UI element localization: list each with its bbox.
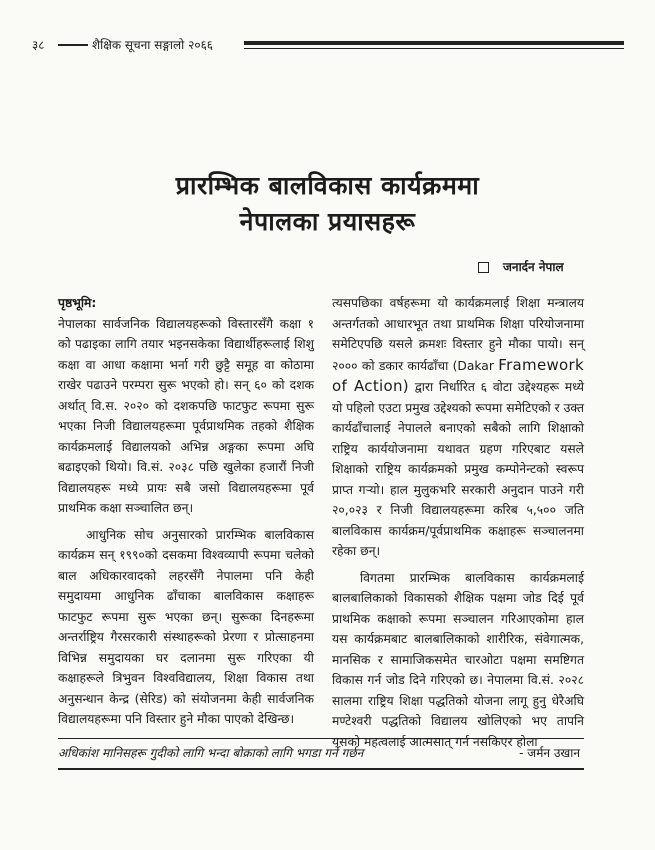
header-dash <box>58 44 88 46</box>
footer-proverb <box>58 738 584 778</box>
article-title-line-2: नेपालका प्रयासहरू <box>239 207 416 236</box>
right-paragraph-1a: त्यसपछिका वर्षहरूमा यो कार्यक्रमलाई शिक्षा मन्त्रालय अन्तर्गतको आधारभूत तथा प्राथमिक शिक्षा परियोजनामा समेटिएपछि यसले क्रमशः विस्तार हुने मौका पायो। सन् २००० को डकार कार्यढाँचा (Dakar <box>332 296 584 373</box>
journal-title: शैक्षिक सूचना सङ्गालो २०६६ <box>92 38 214 52</box>
square-bullet-icon <box>478 262 489 273</box>
page-header <box>32 34 624 58</box>
header-rule-thick <box>244 41 624 45</box>
footer-rule-bottom <box>58 768 584 770</box>
right-paragraph-1b: द्वारा निर्धारित ६ वोटा उद्देश्यहरू मध्ये यो पहिलो एउटा प्रमुख उद्देश्यको रूपमा समेटिएको र उक्त कार्यढाँचालाई नेपालले बनाएको सबैको लागि शिक्षाको राष्ट्रिय कार्ययोजनामा यथावत ग्रहण गरिएबाट यसले शिक्षाको राष्ट्रिय कार्यक्रमको प्रमुख कम्पोनेन्टको स्वरूप प्राप्त गऱ्यो। हाल मुलुकभरि सरकारी अनुदान पाउने गरी २०,०२३ र निजी विद्यालयहरूमा करिब ५,५०० जति बालविकास कार्यक्रम/पूर्वप्राथमिक कक्षाहरू सञ्चालनमा रहेका छन्। <box>332 380 584 558</box>
page-number: ३८ <box>32 38 45 52</box>
left-paragraph-2: आधुनिक सोच अनुसारको प्रारम्भिक बालविकास कार्यक्रम सन् १९९०को दसकमा विश्वव्यापी रूपमा चलेको बाल अधिकारवादको लहरसँगै नेपालमा पनि केही समुदायमा आधुनिक ढाँचाका बालविकास कक्षाहरू फाटफुट रूपमा सुरू भएका छन्। सुरूका दिनहरूमा अन्तर्राष्ट्रिय गैरसरकारी संस्थाहरूको प्रेरणा र प्रोत्साहनमा विभिन्न समुदायका घर दलानमा सुरू गरिएका यी कक्षाहरूले त्रिभुवन विश्वविद्यालय, शिक्षा विकास तथा अनुसन्धान केन्द्र (सेरिड) को संयोजनमा केही सार्वजनिक विद्यालयहरूमा पनि विस्तार हुने मौका पाएको देखिन्छ। <box>58 527 314 726</box>
author-name: जनार्दन नेपाल <box>503 260 564 274</box>
proverb-attribution: - जर्मन उखान <box>519 746 580 760</box>
author-byline <box>478 258 564 275</box>
right-column <box>332 293 584 752</box>
right-paragraph-1 <box>332 293 584 562</box>
left-paragraph-1: नेपालका सार्वजनिक विद्यालयहरूको विस्तारसँगै कक्षा १ को पढाइका लागि तयार भइनसकेका विद्यार्थीहरूलाई शिशु कक्षा वा आधा कक्षामा भर्ना गरी छुट्टै समूह वा कोठामा राखेर पढाउने परम्परा सुरू भएको हो। सन् ६० को दशक अर्थात् वि.स. २०२० को दशकपछि फाटफुट रूपमा सुरू भएका निजी विद्यालयहरूमा पूर्वप्राथमिक तहको शैक्षिक कार्यक्रमलाई विद्यालयको अभिन्न अङ्गका रूपमा अघि बढाइएको थियो। वि.सं. २०३८ पछि खुलेका हजारौं निजी विद्यालयहरू मध्ये प्रायः सबै जसो विद्यालयहरूमा पूर्व प्राथमिक कक्षा सञ्चालित छन्। <box>58 316 314 515</box>
dakar-framework-text: Framework of Action) <box>332 355 584 395</box>
right-paragraph-2: विगतमा प्रारम्भिक बालविकास कार्यक्रमलाई बालबालिकाको विकासको शैक्षिक पक्षमा जोड दिई पूर्व प्राथमिक कक्षाको रूपमा सञ्चालन गरिआएकोमा हाल यस कार्यक्रमबाट बालबालिकाको शारीरिक, संवेगात्मक, मानसिक र सामाजिकसमेत चारओटा पक्षमा समष्टिगत विकास गर्न जोड दिने गरिएको छ। नेपालमा वि.सं. २०२८ सालमा राष्ट्रिय शिक्षा पद्धतिको योजना लागू हुनु धेरैअघि मण्टेश्वरी पद्धतिको विद्यालय खोलिएको भए तापनि यसको महत्वलाई आत्मसात् गर्न नसकिएर होला <box>332 570 584 749</box>
left-column <box>58 293 314 730</box>
section-heading: पृष्ठभूमि: <box>58 296 97 310</box>
article-title-line-1: प्रारम्भिक बालविकास कार्यक्रममा <box>175 171 480 200</box>
proverb-quote: अधिकांश मानिसहरू गुदीको लागि भन्दा बोक्राको लागि भगडा गर्ने गर्छन <box>58 746 364 760</box>
header-rule-thin <box>244 48 624 49</box>
footer-rule-top <box>58 738 584 739</box>
